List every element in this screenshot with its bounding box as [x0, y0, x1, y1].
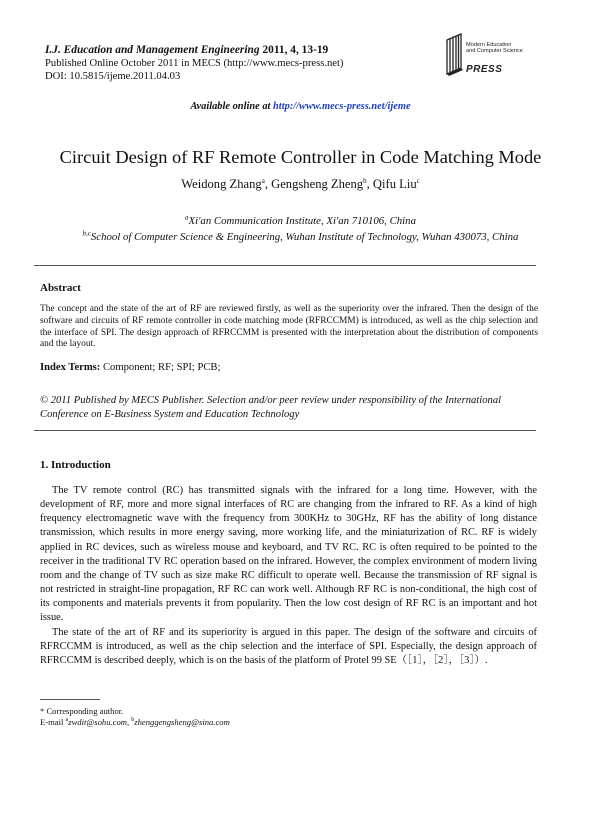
index-terms	[40, 362, 220, 373]
copyright-notice: © 2011 Published by MECS Publisher. Selection and/or peer review under responsibility of the International Conference on E-Business System and Education Technology	[40, 395, 502, 420]
email-address[interactable]: zhenggengsheng@sina.com	[134, 716, 230, 727]
publisher-logo	[444, 28, 544, 86]
footnote-divider	[40, 699, 100, 700]
index-terms-label: Index Terms:	[40, 362, 101, 373]
available-online	[0, 101, 601, 112]
section-heading: 1. Introduction	[40, 459, 111, 471]
logo-press: PRESS	[466, 64, 503, 75]
author-list	[0, 177, 601, 192]
divider	[34, 265, 536, 266]
author: Weidong Zhang$^a$,	[181, 176, 272, 191]
footnote	[40, 706, 230, 727]
abstract-heading: Abstract	[40, 282, 81, 294]
journal-header	[45, 44, 425, 83]
published-line: Published Online October 2011 in MECS (http://www.mecs-press.net)	[45, 58, 344, 69]
divider	[34, 430, 536, 431]
email-address[interactable]: zwdit@sohu.com	[68, 716, 127, 727]
affiliation: $^{b,c}$School of Computer Science & Engineering, Wuhan Institute of Technology, Wuhan 430073, China	[82, 229, 519, 243]
author: Gengsheng Zheng$^b$,	[271, 176, 373, 191]
journal-title-line	[45, 44, 425, 57]
section-body	[40, 484, 537, 668]
index-terms-text: Component; RF; SPI; PCB;	[100, 362, 221, 373]
paper-title: Circuit Design of RF Remote Controller in Code Matching Mode	[59, 147, 542, 167]
doi-line: DOI: 10.5815/ijeme.2011.04.03	[45, 71, 181, 82]
books-icon	[444, 28, 544, 86]
paragraph: The state of the art of RF and its superiority is argued in this paper. The design of the software and circuits of RFRCCMM is introduced, as well as the chip selection and the interface of SPI. Especially, the design approach of RFRCCMM is described deeply, which is on the basis of the platform of Protel 99 SE（［1］，［2］，［3］）.	[40, 626, 537, 666]
abstract-text: The concept and the state of the art of RF are reviewed firstly, as well as the superiority over the infrared. Then the design of the software and circuits of RF remote controller in code matching mode (RFRCCMM) is introduced, as well as the chip selection and the interface of SPI. The design approach of RFRCCMM is presented with the interpretation about the distribution of components and the layout.	[40, 304, 538, 350]
journal-issue: 2011, 4, 13-19	[262, 44, 329, 56]
email-line: E-mail $^a$zwdit@sohu.com, $^b$zhenggengsheng@sina.com	[40, 716, 230, 727]
journal-url-link[interactable]: http://www.mecs-press.net/ijeme	[273, 101, 411, 112]
available-prefix: Available online at	[190, 101, 271, 112]
affiliation: $^a$Xi'an Communication Institute, Xi'an 710106, China	[185, 213, 416, 227]
logo-text: Modern Education and Computer Science	[466, 42, 523, 55]
journal-name: I.J. Education and Management Engineering	[45, 44, 260, 56]
corresponding-author: * Corresponding author.	[40, 706, 124, 716]
author: Qifu Liu$^c$	[372, 176, 420, 191]
paragraph: The TV remote control (RC) has transmitted signals with the infrared for a long time. However, with the development of RF, more and more signal interfaces of RC are changing from the infrared to RF. As a kind of high frequency electromagnetic wave with the frequency from 300KHz to 30GHz, RF has the ability of long distance transmission, which results in more energy saving, more working life, and the miniaturization of RC. RF is widely applied in RC devices, such as wireless mouse and keyboard, and TV RC. RC is often required to be pointed to the receiver in the traditional TV RC operation based on the infrared. However, the complex environment of modern living room and the change of TV such as size make RC difficult to operate well. Because the transmission of RF signal is not restricted in straight-line propagation, RF RC can work well. Although RF RC is non-conditional, the high cost of its components and materials prevents it from popularity. Then the low cost design of RF RC is an important and hot issue.	[40, 485, 537, 624]
